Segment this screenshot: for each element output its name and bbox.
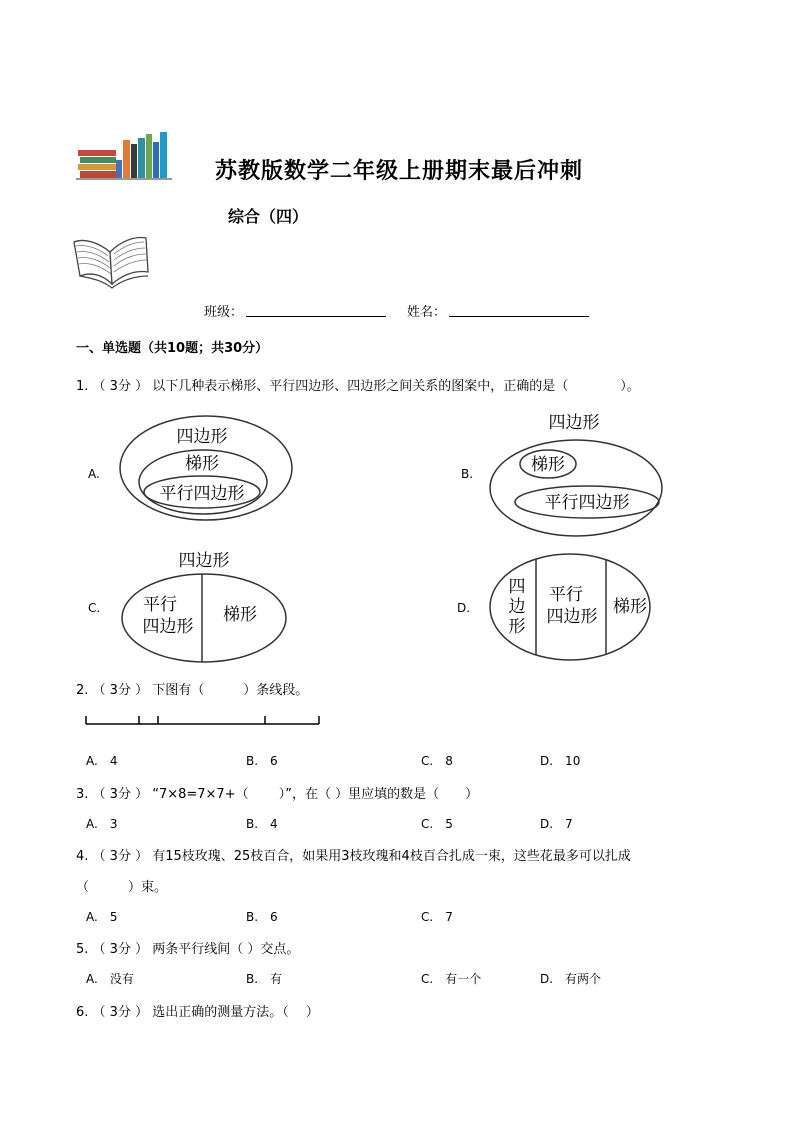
q1-option-d-diagram[interactable] (486, 550, 656, 664)
q1-option-a-label[interactable]: A. (88, 467, 100, 481)
q5-option-d[interactable]: D. 有两个 (540, 972, 602, 986)
books-stack-icon (76, 130, 176, 182)
question-4-stem-line1: 4. （ 3分 ） 有15枝玫瑰、25枝百合，如果用3枝玫瑰和4枝百合扎成一束，这些花最多可以扎成 (76, 849, 631, 864)
q2-option-b[interactable]: B. 6 (246, 754, 278, 768)
q3-option-a[interactable]: A. 3 (86, 817, 118, 831)
open-book-icon (70, 232, 152, 292)
q1a-para-text: 平行四边形 (159, 484, 245, 504)
q1a-trap-text: 梯形 (185, 454, 219, 474)
q1c-quad-text: 四边形 (178, 551, 230, 571)
q1c-para-line2: 四边形 (142, 617, 194, 637)
q2-line-segment-figure (82, 712, 324, 728)
q1-option-b-label[interactable]: B. (461, 467, 474, 481)
q5-option-b[interactable]: B. 有 (246, 972, 283, 986)
q1-option-c-label[interactable]: C. (88, 601, 101, 615)
q1c-para-line1: 平行 (143, 595, 177, 615)
q3-option-b[interactable]: B. 4 (246, 817, 278, 831)
q1b-quad-text: 四边形 (548, 413, 600, 433)
section-heading: 一、单选题（共10题；共30分） (76, 341, 269, 356)
q1b-trap-text: 梯形 (531, 455, 565, 475)
q3-option-d[interactable]: D. 7 (540, 817, 573, 831)
question-2-stem: 2. （ 3分 ） 下图有（ ）条线段。 (76, 683, 309, 698)
q4-option-b[interactable]: B. 6 (246, 910, 278, 924)
q1-option-b-diagram[interactable] (488, 406, 668, 538)
q5-option-c[interactable]: C. 有一个 (421, 972, 482, 986)
q1d-quad-v2: 边 (508, 597, 526, 617)
q1-option-d-label[interactable]: D. (457, 601, 471, 615)
question-1-stem: 1. （ 3分 ） 以下几种表示梯形、平行四边形、四边形之间关系的图案中，正确的是（ ）。 (76, 379, 640, 394)
class-label: 班级： (204, 305, 244, 320)
q1d-quad-v3: 形 (508, 617, 526, 637)
q1c-trap-text: 梯形 (223, 605, 257, 625)
question-4-stem-line2: （ ）束。 (76, 880, 168, 895)
q2-option-c[interactable]: C. 8 (421, 754, 453, 768)
q1d-para-line2: 四边形 (546, 607, 598, 627)
page-title: 苏教版数学二年级上册期末最后冲刺 (215, 158, 584, 184)
q1-option-a-diagram[interactable] (116, 412, 296, 524)
q1d-trap-text: 梯形 (613, 597, 647, 617)
q2-option-d[interactable]: D. 10 (540, 754, 581, 768)
question-6-stem: 6. （ 3分 ） 选出正确的测量方法。（ ） (76, 1005, 319, 1020)
q1b-para-text: 平行四边形 (544, 493, 630, 513)
page-subtitle: 综合（四） (228, 207, 309, 226)
q1d-quad-v1: 四 (508, 577, 526, 597)
name-field[interactable] (449, 302, 589, 317)
q3-option-c[interactable]: C. 5 (421, 817, 453, 831)
q4-option-a[interactable]: A. 5 (86, 910, 118, 924)
class-field[interactable] (246, 302, 386, 317)
q4-option-c[interactable]: C. 7 (421, 910, 453, 924)
question-5-stem: 5. （ 3分 ） 两条平行线间（ ）交点。 (76, 942, 300, 957)
q1d-para-line1: 平行 (549, 585, 583, 605)
q2-option-a[interactable]: A. 4 (86, 754, 118, 768)
q5-option-a[interactable]: A. 没有 (86, 972, 134, 986)
name-label: 姓名： (407, 305, 447, 320)
question-3-stem: 3. （ 3分 ） “7×8=7×7+（ ）”，在（ ）里应填的数是（ ） (76, 787, 479, 802)
q1a-quad-text: 四边形 (176, 427, 228, 447)
q1-option-c-diagram[interactable] (118, 548, 290, 664)
